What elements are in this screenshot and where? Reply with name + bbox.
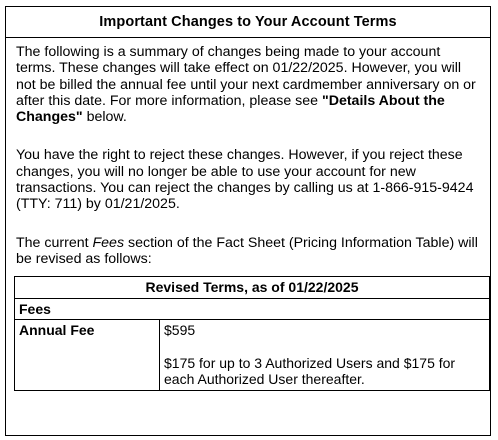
revised-terms-table [14, 276, 490, 391]
table-row [15, 320, 490, 391]
table-section-row [15, 298, 490, 320]
fees-section-label: Fees [15, 298, 490, 320]
fees-paragraph [16, 235, 480, 268]
fees-italic: Fees [92, 234, 125, 251]
notice-content [6, 38, 490, 391]
notice-title: Important Changes to Your Account Terms [6, 7, 490, 38]
reject-paragraph: You have the right to reject these changes. However, if you reject these changes, you will no longer be able to use your account for new transactions. You can reject the changes by calling us at 1-866-915-9424 (TTY: 711) by 01/21/2025. [16, 147, 474, 213]
summary-tail: below. [82, 109, 127, 126]
details-reference: "Details About the Changes" [16, 92, 445, 126]
table-header-row [15, 277, 490, 299]
annual-fee-value: $595 [164, 322, 196, 339]
annual-fee-label: Annual Fee [15, 320, 160, 391]
fees-pre: The current [16, 234, 93, 251]
summary-text: The following is a summary of changes being made to your account terms. These changes will take effect on 01/22/2025. However, you will not be billed the annual fee until your next cardmember anniversary on or after this date. For more information, please see [16, 44, 476, 109]
annual-fee-value-cell [160, 320, 490, 391]
fees-post: section of the Fact Sheet (Pricing Information Table) will be revised as follows: [16, 234, 478, 267]
account-terms-notice [5, 6, 491, 436]
authorized-users-fee: $175 for up to 3 Authorized Users and $175 for each Authorized User thereafter. [164, 354, 456, 388]
table-header: Revised Terms, as of 01/22/2025 [15, 277, 490, 299]
summary-paragraph [16, 44, 480, 125]
